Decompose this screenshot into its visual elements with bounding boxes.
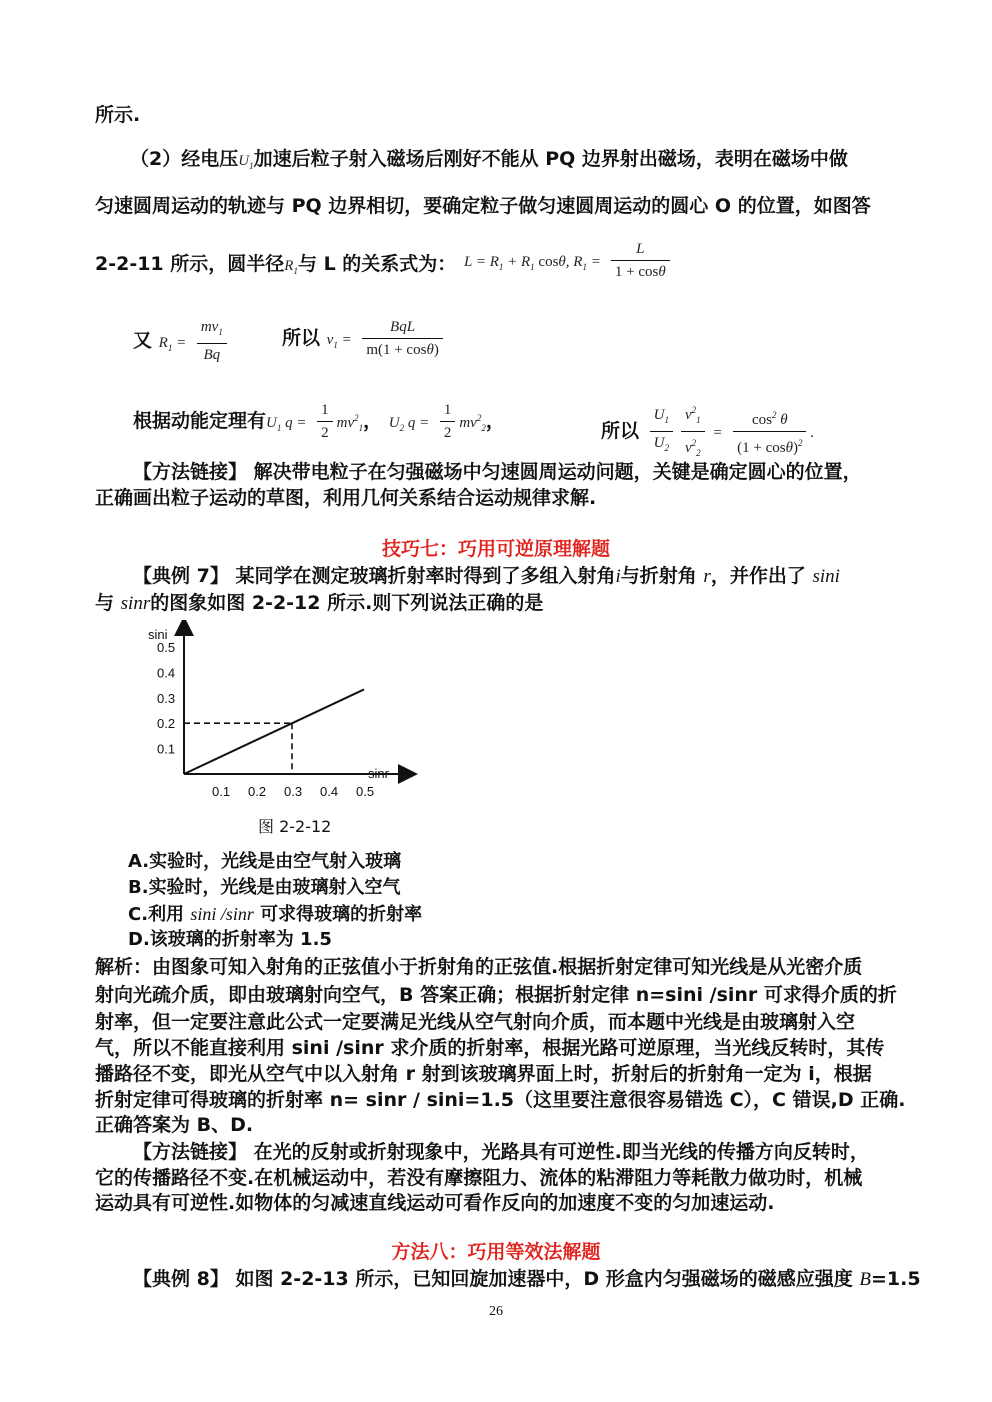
sini-sinr-chart [140,620,420,810]
analysis-line6: 折射定律可得玻璃的折射率 n= sinr / sini=1.5（这里要注意很容易错选 C），C 错误,D 正确. [95,1089,906,1111]
y-tick-label: 0.2 [157,716,176,732]
x-tick-label: 0.2 [248,784,267,799]
fraction-R1: $\frac{mv_1}{Bq}$ [197,318,227,364]
analysis-line2: 射向光疏介质，即由玻璃射向空气，B 答案正确；根据折射定律 n=sini /sinr 可求得介质的折 [95,984,897,1006]
y-tick-label: 0.3 [157,690,176,706]
x-tick-label: 0.5 [356,784,375,799]
figure-caption: 图 2-2-12 [258,817,332,836]
top-fragment: 所示. [95,104,141,126]
example8-line: 【典例 8】 如图 2-2-13 所示，已知回旋加速器中，D 形盒内匀强磁场的磁感应强度 B=1.5 [133,1268,921,1290]
method-link-2-line2: 它的传播路径不变.在机械运动中，若没有摩擦阻力、流体的粘滞阻力等耗散力做功时，机械 [95,1167,863,1189]
analysis-line7: 正确答案为 B、D. [95,1114,254,1136]
para2-line1: （2）经电压$U_1$加速后粒子射入磁场后刚好不能从 PQ 边界射出磁场，表明在磁场中做 [130,148,848,171]
option-b: B.实验时，光线是由玻璃射入空气 [128,877,401,898]
equation-L: $L = R_1 + R_1$ cosθ, $R_1$ = $\frac{L}{1 + \cos\theta}$ [464,240,674,281]
x-tick-label: 0.3 [284,784,303,799]
method-link-2-line3: 运动具有可逆性.如物体的匀减速直线运动可看作反向的加速度不变的匀加速运动. [95,1192,775,1214]
option-d: D.该玻璃的折射率为 1.5 [128,929,332,950]
analysis-line3: 射率，但一定要注意此公式一定要满足光线从空气射向介质，而本题中光线是由玻璃射入空 [95,1011,856,1033]
x-tick-label: 0.1 [212,784,231,799]
heading-method-8: 方法八：巧用等效法解题 [391,1241,601,1263]
analysis-line4: 气，所以不能直接利用 sini /sinr 求介质的折射率，根据光路可逆原理，当光线反转时，其传 [95,1037,885,1059]
x-axis-label: sinr [368,766,389,781]
y-tick-label: 0.1 [157,741,176,757]
y-tick-label: 0.5 [157,640,176,655]
y-tick-label: 0.4 [157,665,176,681]
x-tick-label: 0.4 [320,784,339,799]
y-axis-label: sini [148,627,168,642]
r1-symbol: $R_1$ [284,258,298,276]
method-link-1-line1: 【方法链接】 解决带电粒子在匀强磁场中匀速圆周运动问题，关键是确定圆心的位置， [133,461,862,483]
equation-row2: 又 $R_1$ = $\frac{mv_1}{Bq}$ [133,318,231,364]
fraction-v1: $\frac{\text{BqL}}{m(1 + \cos\theta)}$ [362,318,443,359]
para2-line2: 匀速圆周运动的轨迹与 PQ 边界相切，要确定粒子做匀速圆周运动的圆心 O 的位置，如图答 [95,195,871,217]
method-link-2-line1: 【方法链接】 在光的反射或折射现象中，光路具有可逆性.即当光线的传播方向反转时， [133,1141,869,1163]
analysis-line1: 解析：由图象可知入射角的正弦值小于折射角的正弦值.根据折射定律可知光线是从光密介质 [95,956,863,978]
equation-row3: 根据动能定理有$U_1$ q = $\frac{1}{2}$ $mv^2_1$， $U_2$ q = $\frac{1}{2}$ $mv^2_2$， [133,402,505,441]
heading-technique-7: 技巧七：巧用可逆原理解题 [381,538,610,560]
example7-line1: 【典例 7】 某同学在测定玻璃折射率时得到了多组入射角i与折射角 r，并作出了 sini [133,565,840,587]
example7-line2: 与 sinr的图象如图 2-2-12 所示.则下列说法正确的是 [95,592,544,614]
analysis-line5: 播路径不变，即光从空气中以入射角 r 射到该玻璃界面上时，折射后的折射角一定为 i，根据 [95,1063,872,1085]
fraction-L: $\frac{L}{1 + \cos\theta}$ [611,240,670,281]
equation-ratio: 所以 $\frac{U_1}{U_2}$ $\frac{v^2_1}{v^2_2}$ = $\frac{\cos^2 \theta}{(1 + \cos\theta)^2}$ . [601,401,814,462]
method-link-1-line2: 正确画出粒子运动的草图，利用几何关系结合运动规律求解. [95,487,597,509]
data-line [184,689,364,774]
equation-v1: 所以 $v_1$ = $\frac{\text{BqL}}{m(1 + \cos\theta)}$ [282,318,447,359]
page-number: 26 [489,1304,503,1319]
option-a: A.实验时，光线是由空气射入玻璃 [128,851,402,872]
u1-symbol: $U_1$ [238,153,254,171]
para2-line3: 2-2-11 所示，圆半径$R_1$与 L 的关系式为： [95,253,457,276]
option-c: C.利用 sini /sinr 可求得玻璃的折射率 [128,904,423,925]
